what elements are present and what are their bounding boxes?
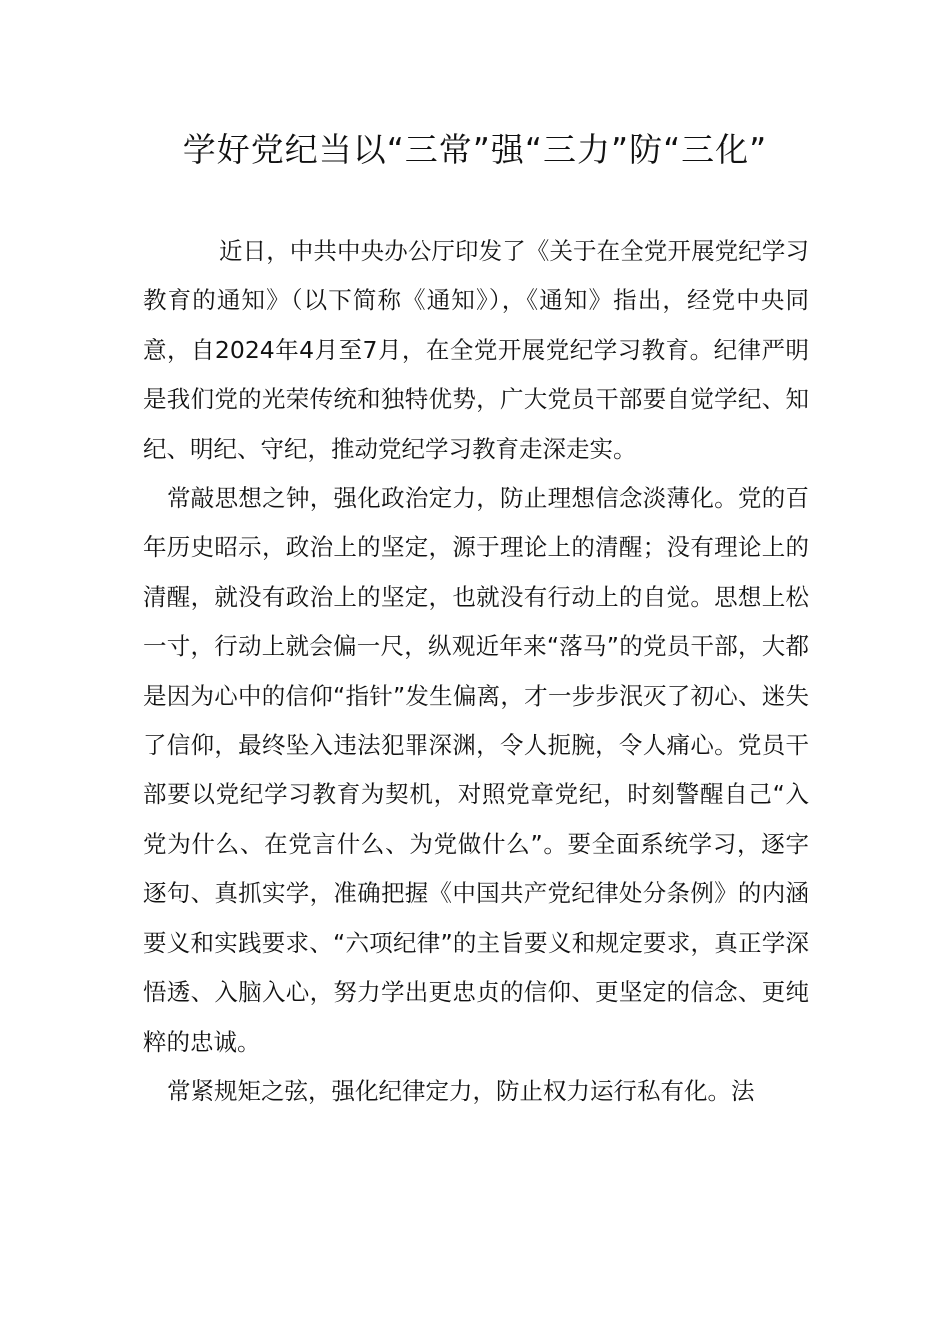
document-body <box>143 227 809 1116</box>
paragraph-ideology: 常敲思想之钟，强化政治定力，防止理想信念淡薄化。党的百年历史昭示，政治上的坚定，源于理论上的清醒；没有理论上的清醒，就没有政治上的坚定，也就没有行动上的自觉。思想上松一寸，行动上就会偏一尺，纵观近年来“落马”的党员干部，大都是因为心中的信仰“指针”发生偏离，才一步步泯灭了初心、迷失了信仰，最终坠入违法犯罪深渊，令人扼腕，令人痛心。党员干部要以党纪学习教育为契机，对照党章党纪，时刻警醒自己“入党为什么、在党言什么、为党做什么”。要全面系统学习，逐字逐句、真抓实学，准确把握《中国共产党纪律处分条例》的内涵要义和实践要求、“六项纪律”的主旨要义和规定要求，真正学深悟透、入脑入心，努力学出更忠贞的信仰、更坚定的信念、更纯粹的忠诚。 <box>143 484 809 1056</box>
paragraph-intro: 近日，中共中央办公厅印发了《关于在全党开展党纪学习教育的通知》（以下简称《通知》），《通知》指出，经党中央同意，自2024年4月至7月，在全党开展党纪学习教育。纪律严明是我们党的光荣传统和独特优势，广大党员干部要自觉学纪、知纪、明纪、守纪，推动党纪学习教育走深走实。 <box>143 237 809 463</box>
document-title: 学好党纪当以“三常”强“三力”防“三化” <box>182 130 768 169</box>
paragraph-rules: 常紧规矩之弦，强化纪律定力，防止权力运行私有化。法 <box>167 1076 755 1105</box>
